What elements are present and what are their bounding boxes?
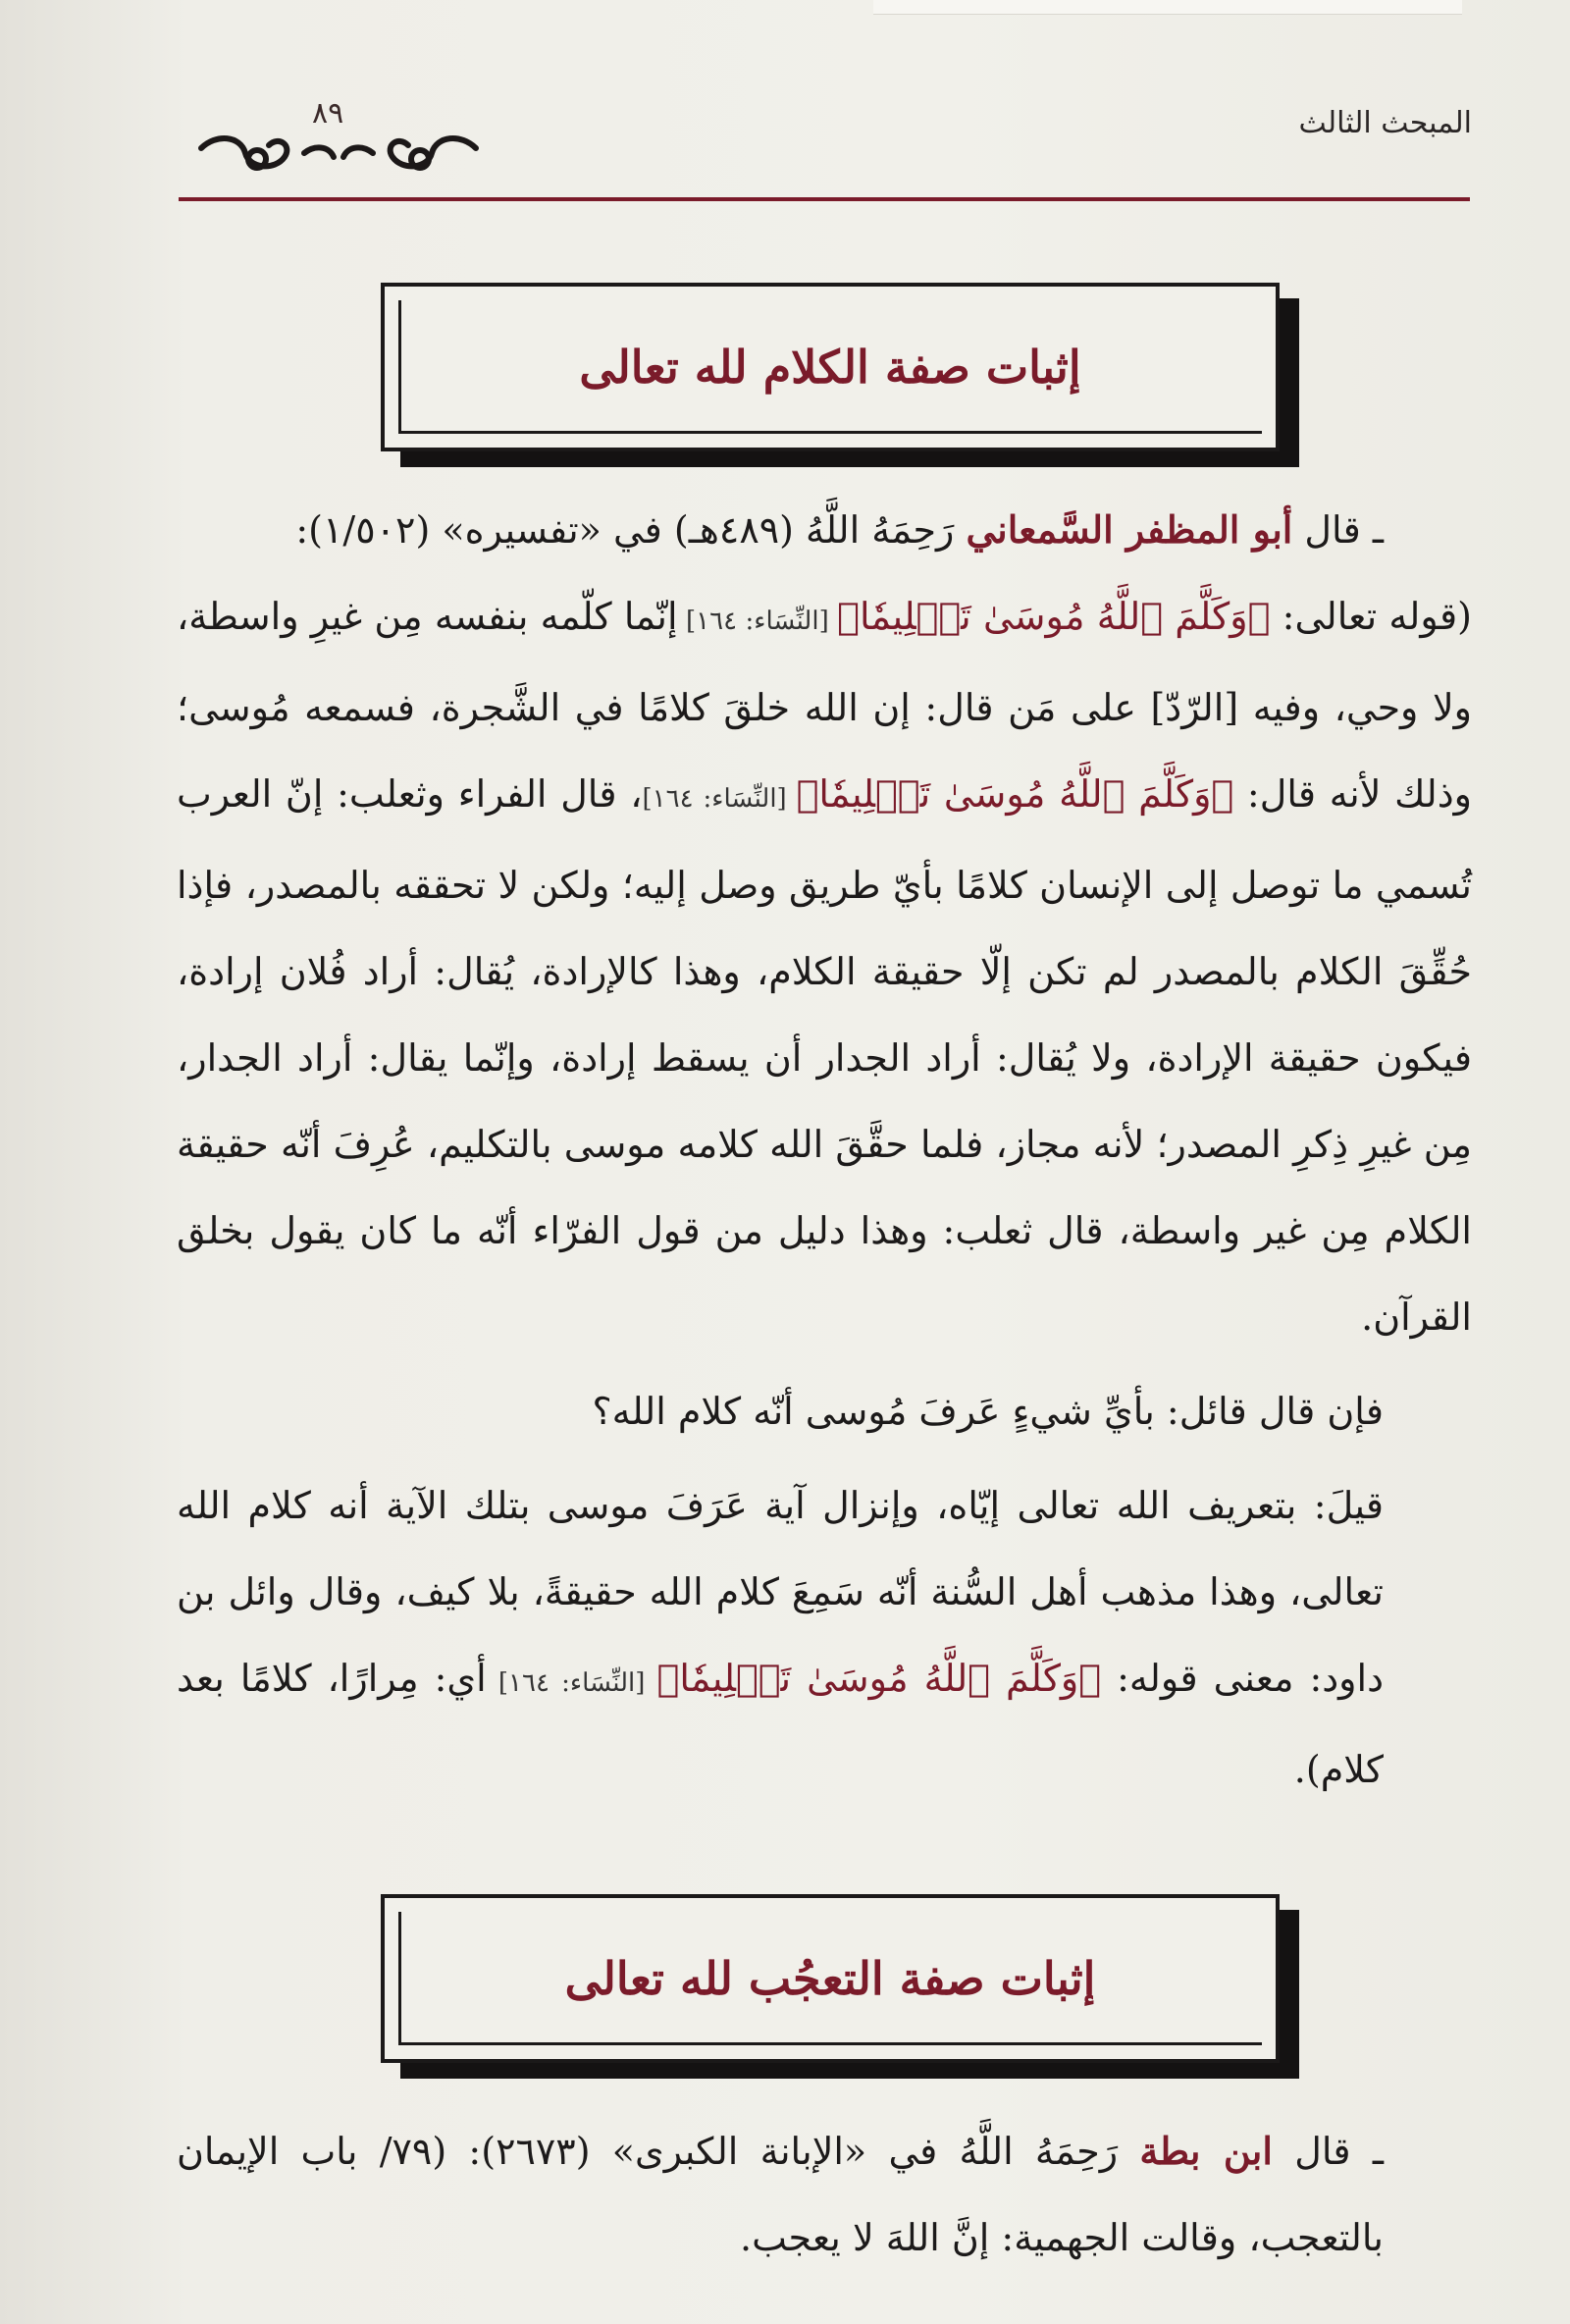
verse-reference: [النِّسَاء: ١٦٤] xyxy=(677,607,838,636)
paragraph xyxy=(177,487,1472,573)
paragraph-lead: ـ قال xyxy=(1272,2130,1384,2173)
paragraph-text: ، قال الفراء وثعلب: إنّ العرب تُسمي ما توصل إلى الإنسان كلامًا بأيّ طريق وصل إليه؛ ولكن لا تحققه بالمصدر، فإذا حُقِّقَ الكلام بالمصدر لم تكن إلّا حقيقة الكلام، وهذا كالإرادة، يُقال: أراد فُلان إرادة، فيكون حقيقة الإرادة، ولا يُقال: أراد الجدار أن يسقط إرادة، وإنّما يقال: أراد الجدار، مِن غيرِ ذِكرِ المصدر؛ لأنه مجاز، فلما حقَّقَ الله كلامه موسى بالتكليم، عُرِفَ أنّه حقيقة الكلام مِن غير واسطة، قال ثعلب: وهذا دليل من قول الفرّاء أنّه ما كان يقول بخلق القرآن. xyxy=(177,772,1472,1339)
verse-reference: [النِّسَاء: ١٦٤] xyxy=(642,784,797,814)
header-rule xyxy=(179,197,1470,201)
quran-verse: ﴿وَكَلَّمَ ٱللَّهُ مُوسَىٰ تَكۡلِيمٗا﴾ xyxy=(837,595,1271,638)
section-title-box xyxy=(381,283,1280,451)
page-number: ٨٩ xyxy=(312,96,344,131)
section-title: إثبات صفة الكلام لله تعالى xyxy=(579,341,1081,394)
paragraph-text: إنّما كلّمه بنفسه مِن غيرِ واسطة، ولا وحي، وفيه [الرّدّ] على مَن قال: إن الله خلقَ كلامًا في الشَّجرة، فسمعه مُوسى؛ وذلك لأنه قال: xyxy=(177,595,1472,816)
section-title-box xyxy=(381,1894,1280,2063)
paragraph xyxy=(177,2108,1472,2281)
paragraph xyxy=(177,573,1472,1360)
paragraph-text: (قوله تعالى: xyxy=(1270,595,1472,638)
paper-edge xyxy=(873,0,1462,15)
section-body xyxy=(177,487,1472,1813)
paragraph-text: قيلَ: بتعريف الله تعالى إيّاه، وإنزال آية عَرَفَ موسى بتلك الآية أنه كلام الله تعالى، وهذا مذهب أهل السُّنة أنّه سَمِعَ كلام الله حقيقةً، بلا كيف، وقال وائل بن داود: معنى قوله: xyxy=(177,1484,1384,1700)
paragraph xyxy=(177,1462,1472,1813)
quran-verse: ﴿وَكَلَّمَ ٱللَّهُ مُوسَىٰ تَكۡلِيمٗا﴾ xyxy=(796,772,1234,816)
section-title: إثبات صفة التعجُب لله تعالى xyxy=(564,1952,1096,2005)
paragraph-text: أي: مِرارًا، كلامًا بعد كلام). xyxy=(177,1657,1384,1791)
verse-reference: [النِّسَاء: ١٦٤] xyxy=(486,1668,657,1698)
author-name: ابن بطة xyxy=(1139,2129,1273,2173)
citation-text: رَحِمَهُ اللَّهُ (٤٨٩هـ) في «تفسيره» (١/٥٠٢): xyxy=(295,508,967,552)
paragraph: فإن قال قائل: بأيِّ شيءٍ عَرفَ مُوسى أنّه كلام الله؟ xyxy=(592,1390,1384,1433)
author-name: أبو المظفر السَّمعاني xyxy=(966,507,1293,552)
ornament-icon xyxy=(196,124,481,192)
paragraph-lead: ـ قال xyxy=(1292,508,1384,552)
quran-verse: ﴿وَكَلَّمَ ٱللَّهُ مُوسَىٰ تَكۡلِيمٗا﴾ xyxy=(656,1657,1102,1700)
citation-text: رَحِمَهُ اللَّهُ في «الإبانة الكبرى» (٢٦٧٣): (٧٩/ باب الإيمان بالتعجب، وقالت الجهمية: إنَّ اللهَ لا يعجب. xyxy=(177,2130,1384,2259)
section-body xyxy=(177,2108,1472,2281)
running-head: المبحث الثالث xyxy=(1298,106,1472,140)
